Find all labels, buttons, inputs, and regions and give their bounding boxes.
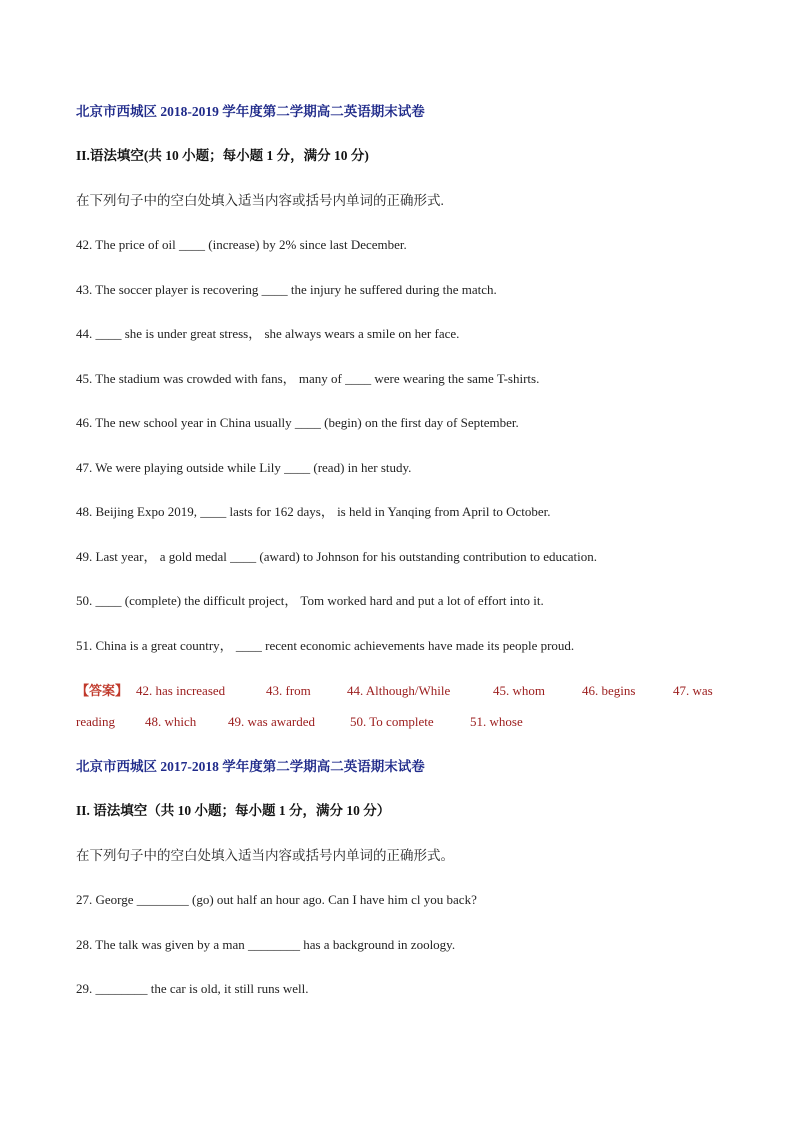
answer-49: 49. was awarded (228, 714, 315, 729)
question-51: 51. China is a great country， ____ recent economic achievements have made its people proud. (76, 638, 575, 653)
section2-instruction: 在下列句子中的空白处填入适当内容或括号内单词的正确形式。 (76, 848, 454, 863)
question-29: 29. ________ the car is old, it still runs well. (76, 981, 309, 996)
section1-instruction: 在下列句子中的空白处填入适当内容或括号内单词的正确形式. (76, 193, 444, 208)
answer-50: 50. To complete (350, 714, 434, 729)
section1-heading: II.语法填空(共 10 小题；每小题 1 分，满分 10 分) (76, 148, 369, 163)
question-49: 49. Last year， a gold medal ____ (award) to Johnson for his outstanding contribution to education. (76, 549, 597, 564)
answer-51: 51. whose (470, 714, 523, 729)
answer-43: 43. from (266, 683, 311, 698)
question-47: 47. We were playing outside while Lily ____ (read) in her study. (76, 460, 412, 475)
question-43: 43. The soccer player is recovering ____ the injury he suffered during the match. (76, 282, 497, 297)
section1-title: 北京市西城区 2018-2019 学年度第二学期高二英语期末试卷 (76, 104, 425, 119)
answer-tag: 【答案】 (76, 683, 129, 698)
answer-48: 48. which (145, 714, 197, 729)
answer-47-part2: reading (76, 714, 115, 729)
question-46: 46. The new school year in China usually ____ (begin) on the first day of September. (76, 415, 519, 430)
answer-46: 46. begins (582, 683, 636, 698)
question-50: 50. ____ (complete) the difficult project， Tom worked hard and put a lot of effort into it. (76, 593, 544, 608)
section2-title: 北京市西城区 2017-2018 学年度第二学期高二英语期末试卷 (76, 759, 425, 774)
answer-block-line1 (76, 682, 736, 700)
question-44: 44. ____ she is under great stress， she always wears a smile on her face. (76, 326, 460, 341)
answer-42: 42. has increased (136, 683, 226, 698)
answer-45: 45. whom (493, 683, 545, 698)
answer-47-part1: 47. was (673, 683, 713, 698)
question-42: 42. The price of oil ____ (increase) by 2% since last December. (76, 237, 407, 252)
question-28: 28. The talk was given by a man ________ has a background in zoology. (76, 937, 456, 952)
answer-44: 44. Although/While (347, 683, 451, 698)
question-27: 27. George ________ (go) out half an hour ago. Can I have him cl you back? (76, 892, 477, 907)
section2-heading: II. 语法填空（共 10 小题；每小题 1 分，满分 10 分） (76, 803, 391, 818)
question-48: 48. Beijing Expo 2019, ____ lasts for 162 days， is held in Yanqing from April to October. (76, 504, 551, 519)
question-45: 45. The stadium was crowded with fans， many of ____ were wearing the same T-shirts. (76, 371, 540, 386)
